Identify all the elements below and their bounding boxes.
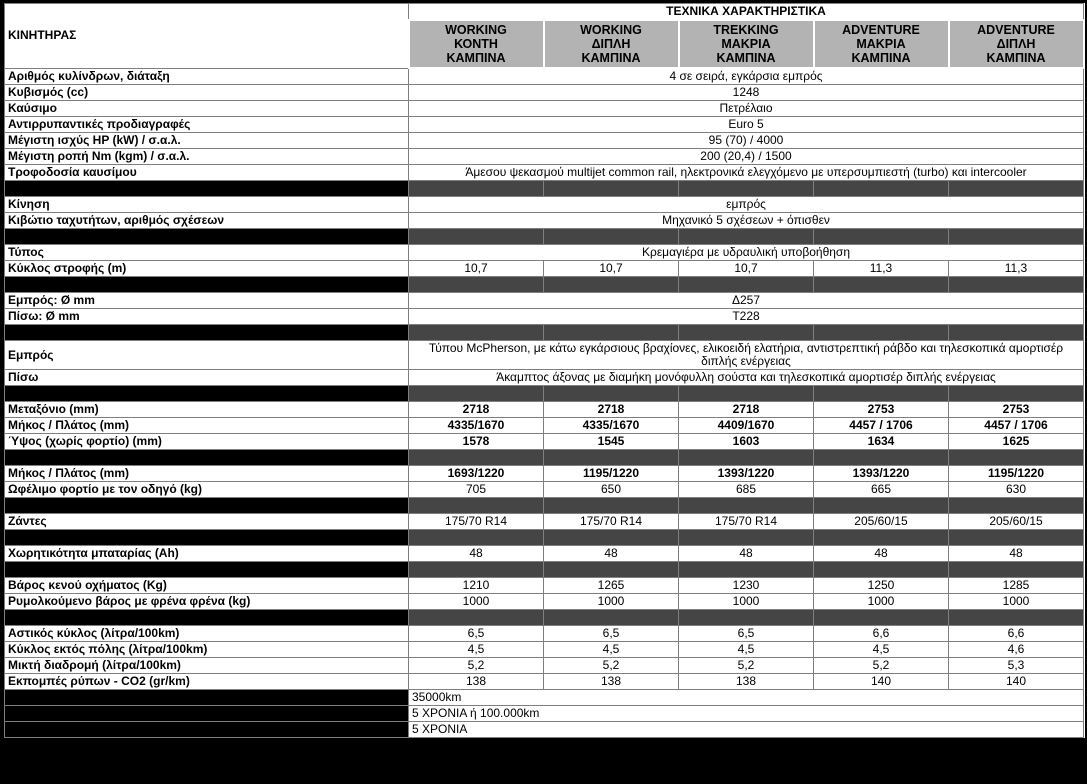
row-label: Αστικός κύκλος (λίτρα/100km) [5, 626, 409, 642]
section-spacer-cell [679, 386, 814, 402]
section-spacer-cell [814, 610, 949, 626]
section-spacer-cell [544, 277, 679, 293]
row-label: ΔΙΑΣΤΑΣΕΙΣ ΧΩΡΟΥ ΦΟΡΤΩΣΗΣ [5, 450, 409, 466]
row-label: ΚΑΤΑΝΑΛΩΣΗ ΚΑΥΣΙΜΟΥ [5, 610, 409, 626]
merged-row [5, 245, 1084, 261]
row-value: 4,6 [949, 642, 1084, 658]
section-spacer-cell [814, 277, 949, 293]
page-title: ΤΕΧΝΙΚΑ ΧΑΡΑΚΤΗΡΙΣΤΙΚΑ [409, 4, 1084, 21]
section-row [5, 450, 1084, 466]
row-value: 4409/1670 [679, 418, 814, 434]
row-value: 5,3 [949, 658, 1084, 674]
merged-row [5, 341, 1084, 370]
row-value: 1195/1220 [949, 466, 1084, 482]
row-label: Βάρος κενού οχήματος (Kg) [5, 578, 409, 594]
title-row [5, 4, 1084, 21]
section-spacer-cell [814, 229, 949, 245]
row-label: ΕΓΓΥΗΣΗ [5, 706, 409, 722]
row-value: 1603 [679, 434, 814, 450]
row-label: Εκπομπές ρύπων - CO2 (gr/km) [5, 674, 409, 690]
row-label: Αριθμός κυλίνδρων, διάταξη [5, 68, 409, 85]
row-value: 5,2 [814, 658, 949, 674]
section-spacer-cell [544, 181, 679, 197]
row-label: ΟΔΙΚΗ ΒΟΗΘΕΙΑ [5, 722, 409, 738]
row-label: ΔΙΑΣΤΑΣΕΙΣ ΕΞΩΤΕΡΙΚΕΣ [5, 386, 409, 402]
section-spacer-cell [544, 530, 679, 546]
section-row [5, 530, 1084, 546]
section-spacer-cell [814, 386, 949, 402]
column-header: WORKING ΚΟΝΤΗ ΚΑΜΠΙΝΑ [409, 20, 544, 68]
values-row [5, 578, 1084, 594]
row-value: 4,5 [679, 642, 814, 658]
row-value: 2718 [409, 402, 544, 418]
section-spacer-cell [544, 325, 679, 341]
section-spacer-cell [949, 530, 1084, 546]
row-value: 175/70 R14 [679, 514, 814, 530]
row-value: 2753 [814, 402, 949, 418]
row-value: 4,5 [544, 642, 679, 658]
row-label: Ύψος (χωρίς φορτίο) (mm) [5, 434, 409, 450]
row-value: 4457 / 1706 [949, 418, 1084, 434]
row-label: Καύσιμο [5, 101, 409, 117]
row-value: Τύπου McPherson, με κάτω εγκάρσιους βραχίονες, ελικοειδή ελατήρια, αντιστρεπτική ράβδο και τηλεσκοπικά αμορτισέρ διπλής ενέργειας [409, 341, 1084, 370]
row-value: 5,2 [679, 658, 814, 674]
section-spacer-cell [679, 325, 814, 341]
section-row [5, 386, 1084, 402]
row-value: 1634 [814, 434, 949, 450]
row-label: Τύπος [5, 245, 409, 261]
column-header: WORKING ΔΙΠΛΗ ΚΑΜΠΙΝΑ [544, 20, 679, 68]
row-value: 95 (70) / 4000 [409, 133, 1084, 149]
row-value: 175/70 R14 [544, 514, 679, 530]
section-spacer-cell [544, 229, 679, 245]
column-header: TREKKING ΜΑΚΡΙΑ ΚΑΜΠΙΝΑ [679, 20, 814, 68]
merged-row [5, 101, 1084, 117]
row-value: 200 (20,4) / 1500 [409, 149, 1084, 165]
row-value: 10,7 [544, 261, 679, 277]
section-spacer-cell [409, 530, 544, 546]
values-row [5, 594, 1084, 610]
row-label: Ζάντες [5, 514, 409, 530]
row-value: Τ228 [409, 309, 1084, 325]
section-spacer-cell [949, 325, 1084, 341]
row-label: ΒΑΡΗ [5, 562, 409, 578]
merged-row [5, 213, 1084, 229]
row-value: 2718 [544, 402, 679, 418]
spec-table-body [5, 4, 1084, 738]
row-value: 140 [949, 674, 1084, 690]
section-spacer-cell [814, 325, 949, 341]
row-value: Μηχανικό 5 σχέσεων + όπισθεν [409, 213, 1084, 229]
row-label: Μεταξόνιο (mm) [5, 402, 409, 418]
row-value: 1285 [949, 578, 1084, 594]
row-value: 4335/1670 [409, 418, 544, 434]
technical-specs-table [4, 3, 1085, 738]
row-value: 1545 [544, 434, 679, 450]
row-label: ΗΛΕΚΤΡΙΚΟ ΣΥΣΤΗΜΑ [5, 530, 409, 546]
row-label: Χωρητικότητα μπαταρίας (Ah) [5, 546, 409, 562]
row-value: 138 [409, 674, 544, 690]
section-spacer-cell [409, 277, 544, 293]
row-value: 6,5 [409, 626, 544, 642]
row-value: 11,3 [814, 261, 949, 277]
section-row [5, 325, 1084, 341]
section-spacer-cell [949, 277, 1084, 293]
section-spacer-cell [814, 530, 949, 546]
row-value: 1000 [409, 594, 544, 610]
section-spacer-cell [679, 498, 814, 514]
row-value: 205/60/15 [814, 514, 949, 530]
row-value: 1693/1220 [409, 466, 544, 482]
section-spacer-cell [949, 229, 1084, 245]
section-spacer-cell [949, 562, 1084, 578]
section-row [5, 181, 1084, 197]
section-spacer-cell [679, 181, 814, 197]
values-row [5, 674, 1084, 690]
values-row [5, 514, 1084, 530]
row-value: 1393/1220 [814, 466, 949, 482]
row-value: 205/60/15 [949, 514, 1084, 530]
section-row [5, 229, 1084, 245]
row-value: εμπρός [409, 197, 1084, 213]
row-value: Άμεσου ψεκασμού multijet common rail, ηλεκτρονικά ελεγχόμενο με υπερσυμπιεστή (turbo) και intercooler [409, 165, 1084, 181]
row-label: ΦΡΕΝΑ : Δ (Δίσκοι) Τ (Ταμπούρα) με ABS [5, 277, 409, 293]
row-value: 4,5 [814, 642, 949, 658]
row-value: 1195/1220 [544, 466, 679, 482]
row-value: 2753 [949, 402, 1084, 418]
values-row [5, 434, 1084, 450]
section-spacer-cell [544, 562, 679, 578]
row-label: Τροφοδοσία καυσίμου [5, 165, 409, 181]
section-spacer-cell [409, 610, 544, 626]
section-spacer-cell [409, 229, 544, 245]
section-spacer-cell [679, 530, 814, 546]
merged-row [5, 133, 1084, 149]
footer-row [5, 722, 1084, 738]
row-value: 48 [814, 546, 949, 562]
section-spacer-cell [814, 450, 949, 466]
row-value: Πετρέλαιο [409, 101, 1084, 117]
row-value: 48 [949, 546, 1084, 562]
section-spacer-cell [409, 386, 544, 402]
merged-row [5, 149, 1084, 165]
row-value: 705 [409, 482, 544, 498]
section-spacer-cell [409, 181, 544, 197]
values-row [5, 658, 1084, 674]
row-value: 4,5 [409, 642, 544, 658]
row-label: Ρυμολκούμενο βάρος με φρένα φρένα (kg) [5, 594, 409, 610]
row-value: 630 [949, 482, 1084, 498]
section-spacer-cell [409, 498, 544, 514]
row-label: Κιβώτιο ταχυτήτων, αριθμός σχέσεων [5, 213, 409, 229]
section-row [5, 277, 1084, 293]
section-spacer-cell [544, 610, 679, 626]
row-label: Αντιρρυπαντικές προδιαγραφές [5, 117, 409, 133]
row-value: 1210 [409, 578, 544, 594]
row-value: 1625 [949, 434, 1084, 450]
merged-row [5, 68, 1084, 85]
footer-row [5, 690, 1084, 706]
section-spacer-cell [814, 498, 949, 514]
values-row [5, 546, 1084, 562]
section-spacer-cell [409, 325, 544, 341]
row-label: Κύκλος στροφής (m) [5, 261, 409, 277]
row-value: 6,6 [814, 626, 949, 642]
section-spacer-cell [544, 498, 679, 514]
footer-row [5, 706, 1084, 722]
values-row [5, 466, 1084, 482]
section-spacer-cell [949, 610, 1084, 626]
merged-row [5, 293, 1084, 309]
section-spacer-cell [814, 562, 949, 578]
row-value: 685 [679, 482, 814, 498]
row-label: Μήκος / Πλάτος (mm) [5, 418, 409, 434]
row-label: Μικτή διαδρομή (λίτρα/100km) [5, 658, 409, 674]
section-spacer-cell [409, 562, 544, 578]
row-value: 1000 [544, 594, 679, 610]
row-value: 5 ΧΡΟΝΙΑ ή 100.000km [409, 706, 1084, 722]
row-value: 1250 [814, 578, 949, 594]
row-value: 6,5 [679, 626, 814, 642]
row-value: 4335/1670 [544, 418, 679, 434]
row-value: 2718 [679, 402, 814, 418]
row-label: Ωφέλιμο φορτίο με τον οδηγό (kg) [5, 482, 409, 498]
values-row [5, 626, 1084, 642]
row-label: Πίσω: Ø mm [5, 309, 409, 325]
row-value: 48 [679, 546, 814, 562]
row-label: Εμπρός [5, 341, 409, 370]
values-row [5, 261, 1084, 277]
row-label: Κύκλος εκτός πόλης (λίτρα/100km) [5, 642, 409, 658]
row-value: 5 ΧΡΟΝΙΑ [409, 722, 1084, 738]
section-spacer-cell [544, 386, 679, 402]
section-spacer-cell [679, 610, 814, 626]
merged-row [5, 85, 1084, 101]
corner-section-label: ΚΙΝΗΤΗΡΑΣ [5, 4, 409, 69]
values-row [5, 482, 1084, 498]
column-header: ADVENTURE ΜΑΚΡΙΑ ΚΑΜΠΙΝΑ [814, 20, 949, 68]
row-value: 1000 [679, 594, 814, 610]
row-value: 665 [814, 482, 949, 498]
row-value: 650 [544, 482, 679, 498]
row-label: ΜΕΤΑΔΟΣΗ ΚΙΝΗΣΗΣ [5, 181, 409, 197]
section-spacer-cell [679, 562, 814, 578]
row-label: Κίνηση [5, 197, 409, 213]
row-value: 11,3 [949, 261, 1084, 277]
row-label: ΑΝΑΡΤΗΣΕΙΣ [5, 325, 409, 341]
row-value: 1000 [949, 594, 1084, 610]
section-spacer-cell [544, 450, 679, 466]
section-row [5, 498, 1084, 514]
section-spacer-cell [949, 386, 1084, 402]
row-value: 6,6 [949, 626, 1084, 642]
merged-row [5, 309, 1084, 325]
row-value: 138 [544, 674, 679, 690]
row-value: Κρεμαγιέρα με υδραυλική υποβοήθηση [409, 245, 1084, 261]
row-label: ΣΥΣΤΗΜΑ ΔΙΕΥΘΥΝΣΗΣ [5, 229, 409, 245]
row-value: 10,7 [679, 261, 814, 277]
row-value: 175/70 R14 [409, 514, 544, 530]
section-spacer-cell [949, 498, 1084, 514]
row-value: 1265 [544, 578, 679, 594]
row-value: 138 [679, 674, 814, 690]
section-row [5, 562, 1084, 578]
row-label: Πίσω [5, 370, 409, 386]
row-label: Μέγιστη ροπή Nm (kgm) / σ.α.λ. [5, 149, 409, 165]
row-label: ΤΡΟΧΟΙ (std εξοπλισμός) [5, 498, 409, 514]
row-value: Δ257 [409, 293, 1084, 309]
row-value: 48 [544, 546, 679, 562]
row-value: 6,5 [544, 626, 679, 642]
row-value: 5,2 [544, 658, 679, 674]
row-value: 1000 [814, 594, 949, 610]
row-label: ΔΙΑΣΤΗΜΑΤΑ ΣΥΝΤΗΡΗΣΗΣ [5, 690, 409, 706]
section-spacer-cell [409, 450, 544, 466]
row-value: Άκαμπτος άξονας με διαμήκη μονόφυλλη σούστα και τηλεσκοπικά αμορτισέρ διπλής ενέργειας [409, 370, 1084, 386]
section-spacer-cell [679, 450, 814, 466]
row-label: Εμπρός: Ø mm [5, 293, 409, 309]
row-label: Κυβισμός (cc) [5, 85, 409, 101]
row-value: Euro 5 [409, 117, 1084, 133]
values-row [5, 402, 1084, 418]
row-value: 140 [814, 674, 949, 690]
row-value: 1248 [409, 85, 1084, 101]
section-spacer-cell [949, 181, 1084, 197]
values-row [5, 418, 1084, 434]
values-row [5, 642, 1084, 658]
row-label: Μέγιστη ισχύς HP (kW) / σ.α.λ. [5, 133, 409, 149]
merged-row [5, 117, 1084, 133]
row-value: 48 [409, 546, 544, 562]
section-spacer-cell [679, 277, 814, 293]
row-value: 4 σε σειρά, εγκάρσια εμπρός [409, 68, 1084, 85]
row-label: Μήκος / Πλάτος (mm) [5, 466, 409, 482]
section-spacer-cell [949, 450, 1084, 466]
section-spacer-cell [679, 229, 814, 245]
merged-row [5, 370, 1084, 386]
merged-row [5, 165, 1084, 181]
row-value: 10,7 [409, 261, 544, 277]
row-value: 4457 / 1706 [814, 418, 949, 434]
section-row [5, 610, 1084, 626]
section-spacer-cell [814, 181, 949, 197]
row-value: 1578 [409, 434, 544, 450]
row-value: 1393/1220 [679, 466, 814, 482]
row-value: 1230 [679, 578, 814, 594]
row-value: 5,2 [409, 658, 544, 674]
merged-row [5, 197, 1084, 213]
row-value: 35000km [409, 690, 1084, 706]
column-header: ADVENTURE ΔΙΠΛΗ ΚΑΜΠΙΝΑ [949, 20, 1084, 68]
